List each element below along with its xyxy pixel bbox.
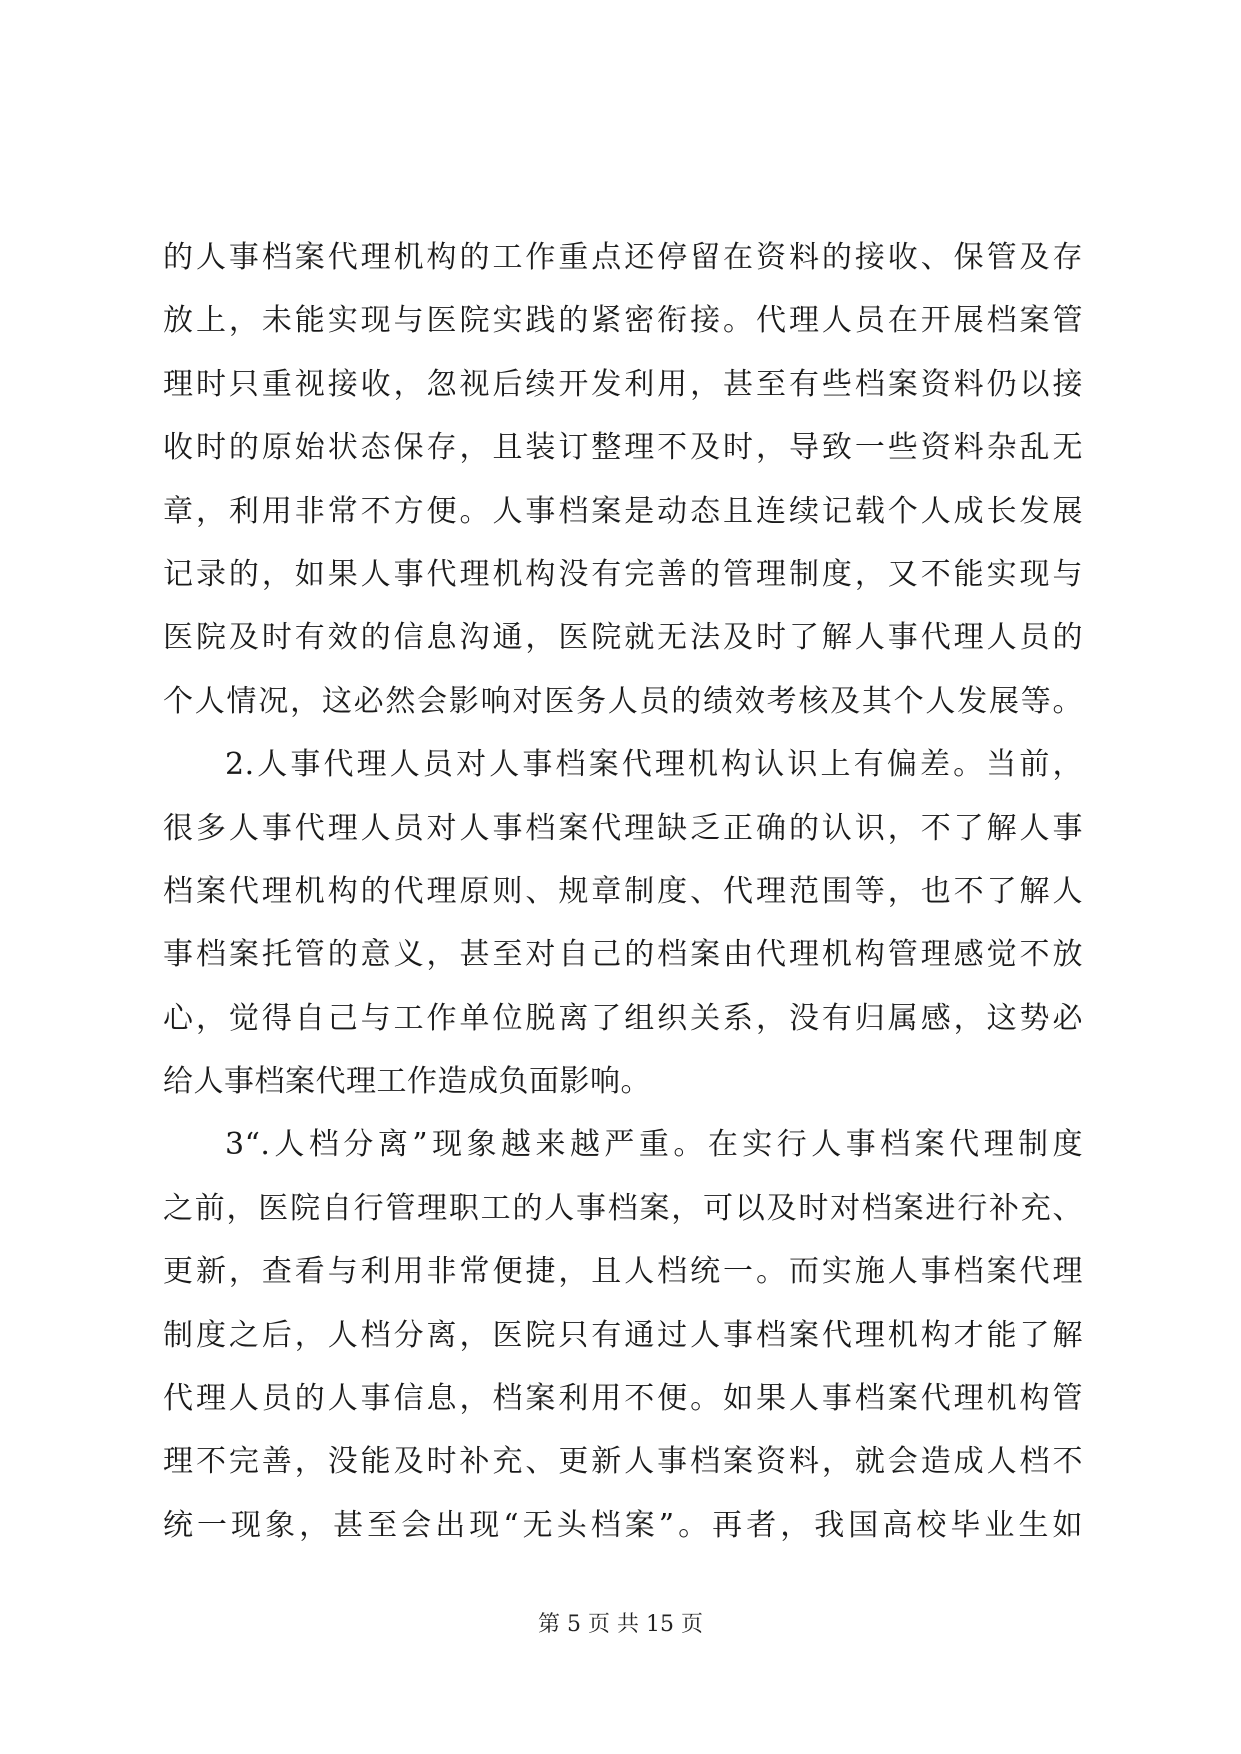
text-line: 理时只重视接收，忽视后续开发利用，甚至有些档案资料仍以接 [163,366,1083,402]
text-line: 章，利用非常不方便。人事档案是动态且连续记载个人成长发展 [163,493,1083,529]
text-line: 心，觉得自己与工作单位脱离了组织关系，没有归属感，这势必 [163,1000,1083,1036]
text-line: 之前，医院自行管理职工的人事档案，可以及时对档案进行补充、 [163,1190,1083,1226]
paragraph-2-start: 2.人事代理人员对人事档案代理机构认识上有偏差。当前， [225,747,1083,783]
text-line: 事档案托管的意义，甚至对自己的档案由代理机构管理感觉不放 [163,937,1083,973]
text-line: 统一现象，甚至会出现“无头档案”。再者，我国高校毕业生如 [163,1507,1083,1543]
text-line: 放上，未能实现与医院实践的紧密衔接。代理人员在开展档案管 [163,303,1083,339]
text-line: 档案代理机构的代理原则、规章制度、代理范围等，也不了解人 [163,873,1083,909]
page-footer [0,1610,1241,1640]
text-line: 个人情况，这必然会影响对医务人员的绩效考核及其个人发展等。 [163,683,1083,719]
text-line: 更新，查看与利用非常便捷，且人档统一。而实施人事档案代理 [163,1254,1083,1290]
text-line: 记录的，如果人事代理机构没有完善的管理制度，又不能实现与 [163,556,1083,592]
text-line: 医院及时有效的信息沟通，医院就无法及时了解人事代理人员的 [163,620,1083,656]
text-line: 给人事档案代理工作造成负面影响。 [163,1064,651,1100]
body-text [163,226,1083,1557]
text-line: 制度之后，人档分离，医院只有通过人事档案代理机构才能了解 [163,1317,1083,1353]
text-line: 代理人员的人事信息，档案利用不便。如果人事档案代理机构管 [163,1381,1083,1417]
text-line: 很多人事代理人员对人事档案代理缺乏正确的认识，不了解人事 [163,810,1083,846]
text-line: 收时的原始状态保存，且装订整理不及时，导致一些资料杂乱无 [163,430,1083,466]
page-indicator: 第 5 页 共 15 页 [538,1612,703,1637]
text-line: 的人事档案代理机构的工作重点还停留在资料的接收、保管及存 [163,240,1083,275]
text-line: 理不完善，没能及时补充、更新人事档案资料，就会造成人档不 [163,1444,1083,1480]
paragraph-3-start: 3“.人档分离”现象越来越严重。在实行人事档案代理制度 [225,1127,1083,1163]
